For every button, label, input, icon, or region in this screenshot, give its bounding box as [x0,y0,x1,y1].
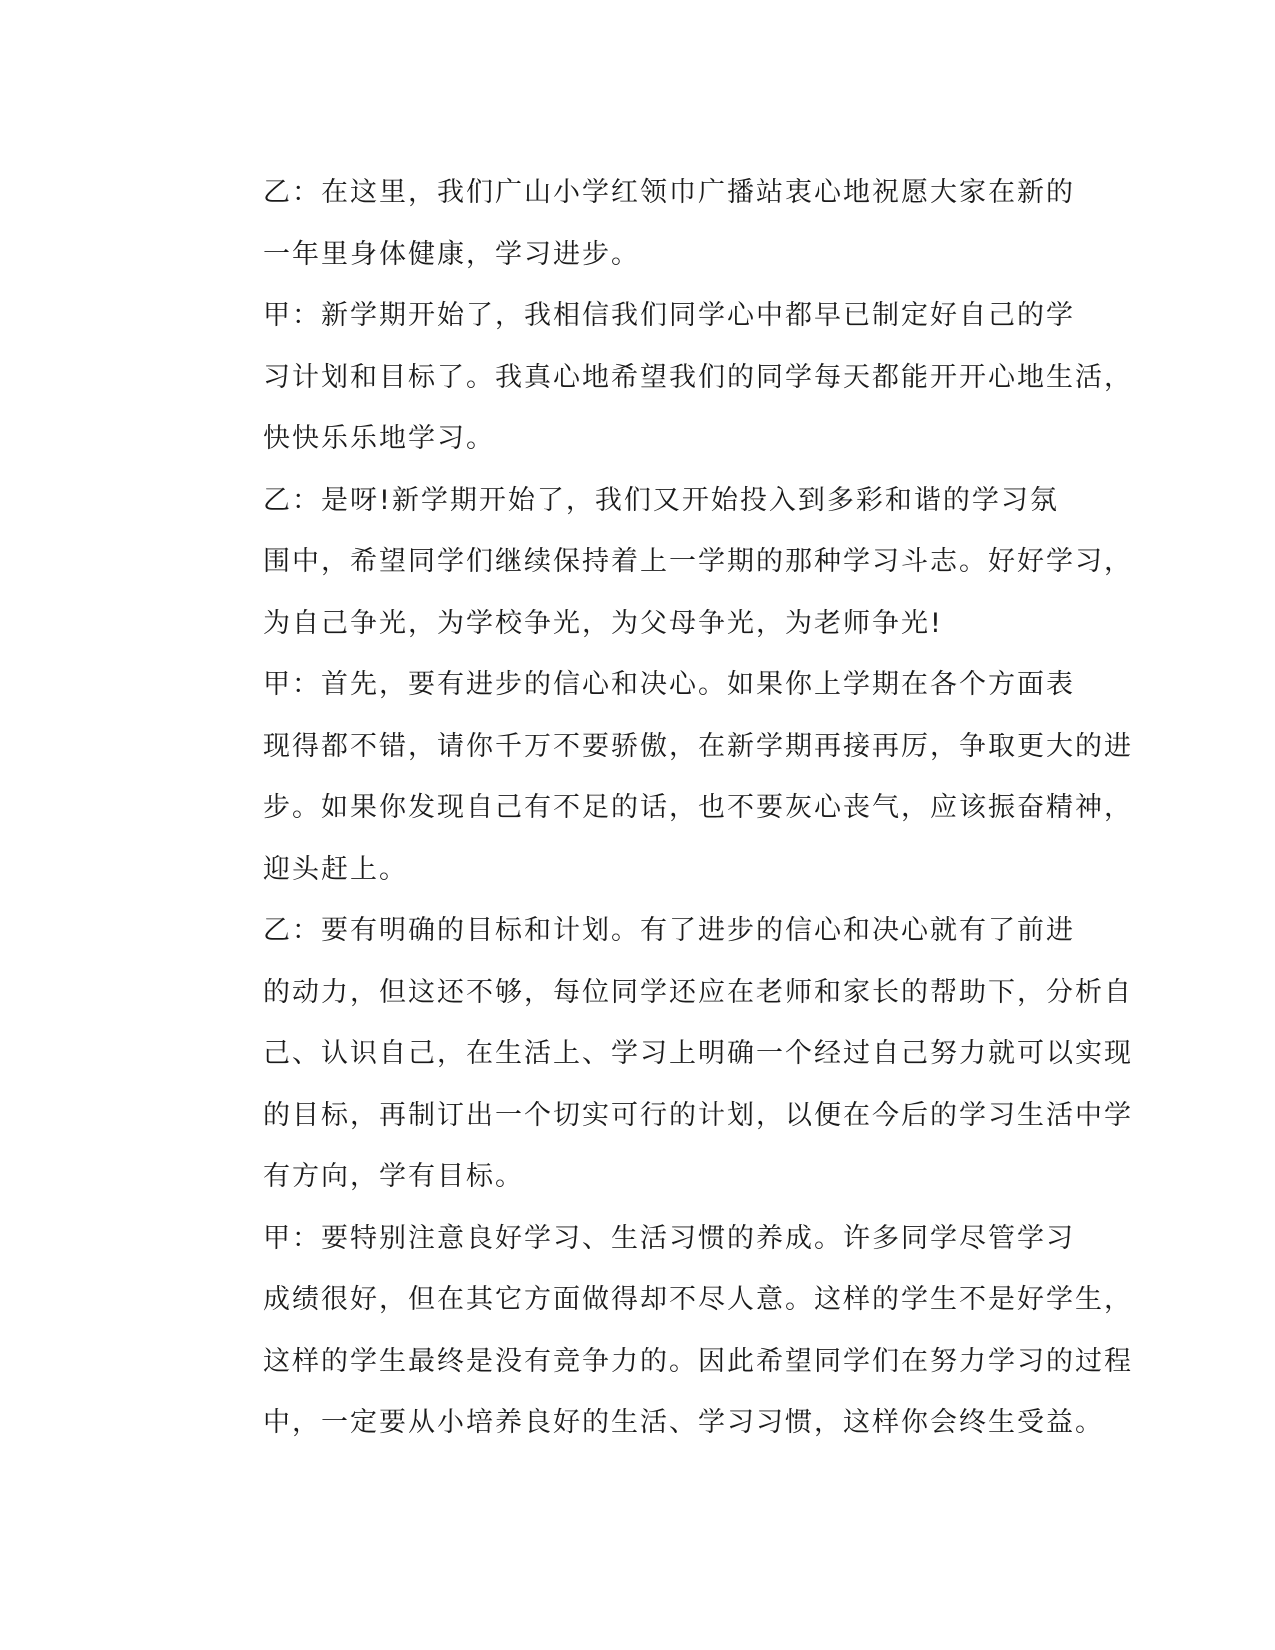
paragraph-line: 乙：在这里，我们广山小学红领巾广播站衷心地祝愿大家在新的 [263,177,1075,208]
paragraph-5 [190,900,1133,1208]
paragraph-line: 快快乐乐地学习。 [263,423,495,454]
paragraph-1 [190,162,1075,285]
paragraph-4 [190,654,1133,900]
paragraph-line: 甲：要特别注意良好学习、生活习惯的养成。许多同学尽管学习 [263,1222,1075,1254]
paragraph-6 [190,1208,1133,1454]
paragraph-line: 己、认识自己，在生活上、学习上明确一个经过自己努力就可以实现 [263,1038,1133,1069]
paragraph-line: 乙：是呀!新学期开始了，我们又开始投入到多彩和谐的学习氛 [263,484,1059,516]
paragraph-line: 有方向，学有目标。 [263,1161,524,1192]
paragraph-line: 甲：首先，要有进步的信心和决心。如果你上学期在各个方面表 [263,669,1075,700]
paragraph-line: 乙：要有明确的目标和计划。有了进步的信心和决心就有了前进 [263,915,1075,946]
paragraph-2 [190,285,1133,470]
paragraph-line: 习计划和目标了。我真心地希望我们的同学每天都能开开心地生活， [263,361,1133,393]
paragraph-line: 成绩很好，但在其它方面做得却不尽人意。这样的学生不是好学生， [263,1284,1133,1315]
paragraph-line: 一年里身体健康，学习进步。 [263,238,640,270]
paragraph-line: 步。如果你发现自己有不足的话，也不要灰心丧气，应该振奋精神， [263,792,1133,823]
document-body [190,162,1133,1454]
paragraph-line: 围中，希望同学们继续保持着上一学期的那种学习斗志。好好学习， [263,546,1133,577]
paragraph-line: 为自己争光，为学校争光，为父母争光，为老师争光! [263,607,943,639]
paragraph-line: 现得都不错，请你千万不要骄傲，在新学期再接再厉，争取更大的进 [263,730,1133,762]
paragraph-line: 的动力，但这还不够，每位同学还应在老师和家长的帮助下，分析自 [263,976,1133,1008]
paragraph-line: 中，一定要从小培养良好的生活、学习习惯，这样你会终生受益。 [263,1407,1104,1438]
paragraph-line: 这样的学生最终是没有竞争力的。因此希望同学们在努力学习的过程 [263,1345,1133,1377]
paragraph-3 [190,470,1133,655]
paragraph-line: 甲：新学期开始了，我相信我们同学心中都早已制定好自己的学 [263,300,1075,331]
paragraph-line: 迎头赶上。 [263,853,408,885]
paragraph-line: 的目标，再制订出一个切实可行的计划，以便在今后的学习生活中学 [263,1099,1133,1131]
